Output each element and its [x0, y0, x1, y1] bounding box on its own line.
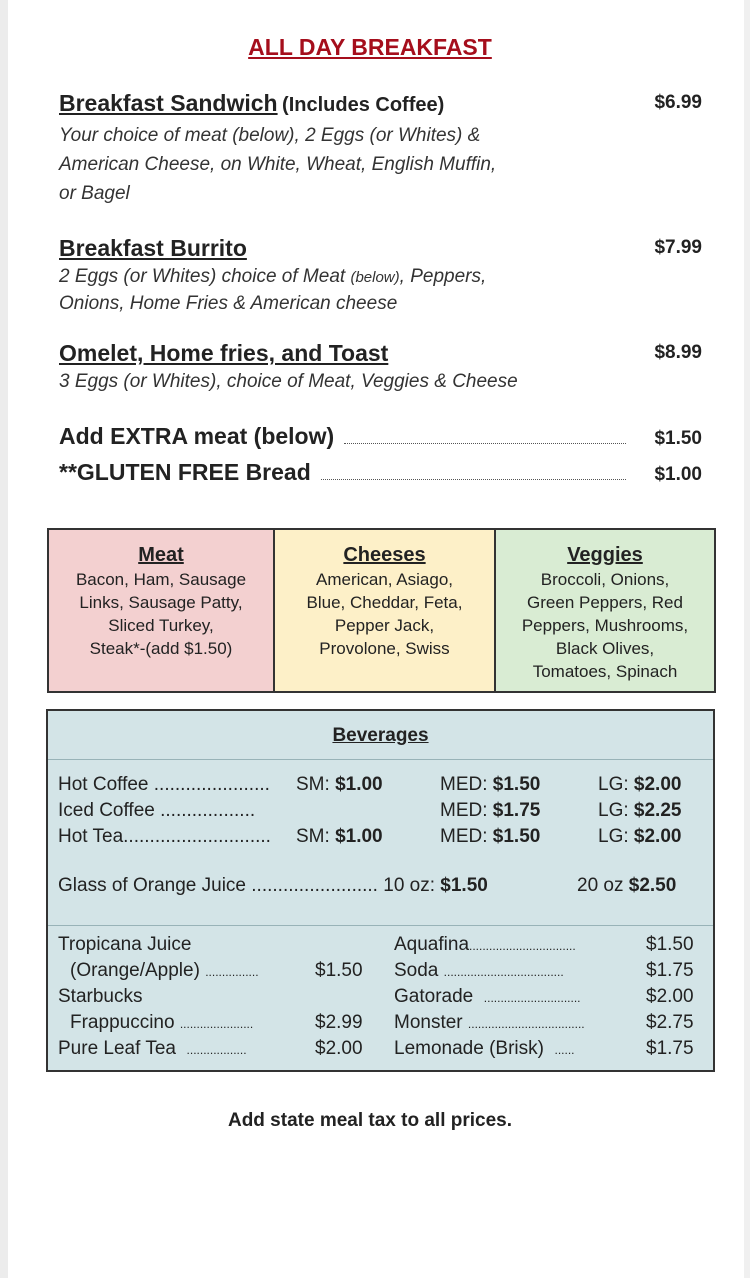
beverage-name: Hot Tea	[58, 826, 124, 847]
size-label: MED:	[440, 800, 493, 821]
size-label: SM:	[296, 774, 336, 795]
beverage-variant: (Orange/Apple)	[70, 960, 200, 981]
addon-label: Add EXTRA meat (below)	[59, 423, 335, 449]
beverage-name: Glass of Orange Juice	[58, 875, 252, 896]
column-title: Veggies	[567, 544, 643, 566]
item-price: $7.99	[654, 237, 702, 258]
addon-label: **GLUTEN FREE Bread	[59, 459, 311, 485]
column-line: Links, Sausage Patty,	[79, 593, 243, 612]
beverage-row	[394, 986, 580, 1008]
medium-price: $1.50	[492, 774, 541, 795]
column-line: Green Peppers, Red	[527, 593, 683, 612]
beverage-subname	[70, 960, 259, 982]
veggies-column	[494, 530, 714, 691]
dotted-leader: ............................	[123, 826, 271, 847]
dotted-leader: .............................	[483, 991, 581, 1005]
item-price: $8.99	[654, 342, 702, 363]
beverage-row	[394, 934, 576, 956]
column-line: Black Olives,	[555, 639, 655, 658]
beverage-variant: Frappuccino	[70, 1012, 175, 1033]
dotted-leader: ......................	[179, 1017, 254, 1031]
beverage-name: Starbucks	[58, 986, 143, 1007]
dotted-leader	[321, 463, 627, 480]
addon-extra-meat	[59, 423, 702, 450]
desc-line: American Cheese, on White, Wheat, English Muffin,	[59, 154, 497, 175]
divider	[48, 759, 713, 760]
column-title: Cheeses	[343, 544, 426, 566]
column-line: Bacon, Ham, Sausage	[75, 570, 247, 589]
beverage-price: $2.00	[646, 986, 694, 1007]
item-name: Breakfast Burrito	[59, 235, 247, 261]
beverage-row	[394, 960, 564, 982]
dotted-leader: ..................	[186, 1043, 247, 1057]
size-label: 10 oz:	[377, 875, 441, 896]
desc-line: Onions, Home Fries & American cheese	[59, 293, 398, 314]
beverage-price: $2.75	[646, 1012, 694, 1033]
divider	[48, 925, 713, 926]
desc-text: 2 Eggs (or Whites) choice of Meat	[59, 266, 351, 287]
small-price: $1.50	[440, 875, 488, 896]
column-line: Steak*-(add $1.50)	[89, 639, 233, 658]
column-line: Pepper Jack,	[334, 616, 435, 635]
beverage-row	[58, 1038, 247, 1060]
column-title: Meat	[138, 544, 184, 566]
large-price: $2.50	[628, 875, 677, 896]
column-line: Sliced Turkey,	[108, 616, 214, 635]
beverage-row	[394, 1012, 585, 1034]
desc-text: , Peppers,	[399, 266, 487, 287]
column-line: Blue, Cheddar, Feta,	[306, 593, 463, 612]
size-label: LG:	[598, 774, 634, 795]
beverage-price: $1.50	[646, 934, 694, 955]
menu-title: ALL DAY BREAKFAST	[248, 34, 492, 60]
beverage-price: $2.00	[315, 1038, 363, 1059]
large-price: $2.25	[633, 800, 682, 821]
beverage-name: Hot Coffee	[58, 774, 154, 795]
dotted-leader: ...................................	[467, 1017, 585, 1031]
desc-line: or Bagel	[59, 183, 130, 204]
column-line: Provolone, Swiss	[319, 639, 450, 658]
item-name: Breakfast Sandwich	[59, 90, 278, 116]
page-right-edge	[744, 0, 750, 1278]
beverage-price: $1.50	[315, 960, 363, 981]
dotted-leader	[344, 427, 626, 444]
column-line: Tomatoes, Spinach	[532, 662, 678, 681]
beverage-name: Monster	[394, 1012, 463, 1033]
desc-small-text: (below)	[350, 269, 400, 286]
page-left-edge	[0, 0, 8, 1278]
addon-gluten-free	[59, 459, 702, 486]
column-line: American, Asiago,	[315, 570, 453, 589]
beverage-row-orange-juice	[58, 875, 488, 897]
item-name-extra: (Includes Coffee)	[282, 94, 445, 116]
size-label: LG:	[598, 800, 634, 821]
beverage-name: Soda	[394, 960, 439, 981]
medium-price: $1.75	[492, 800, 541, 821]
tax-note: Add state meal tax to all prices.	[227, 1110, 513, 1131]
large-price: $2.00	[633, 774, 682, 795]
beverages-panel	[46, 709, 715, 1072]
column-line: Broccoli, Onions,	[540, 570, 670, 589]
size-label: MED:	[440, 826, 493, 847]
beverage-name: Gatorade	[394, 986, 474, 1007]
menu-item-breakfast-sandwich	[59, 90, 709, 208]
menu-item-breakfast-burrito	[59, 235, 709, 317]
item-price: $6.99	[654, 92, 702, 113]
size-label: 20 oz	[577, 875, 629, 896]
addon-price: $1.00	[654, 464, 702, 485]
dotted-leader: ....................................	[443, 965, 564, 979]
dotted-leader: ........................	[251, 875, 378, 896]
beverage-name: Iced Coffee	[58, 800, 161, 821]
beverage-price: $1.75	[646, 960, 694, 981]
beverage-subname	[70, 1012, 253, 1034]
beverage-price: $2.99	[315, 1012, 363, 1033]
beverage-name: Lemonade (Brisk)	[394, 1038, 544, 1059]
beverage-price: $1.75	[646, 1038, 694, 1059]
large-price: $2.00	[633, 826, 682, 847]
item-description	[59, 121, 599, 208]
options-table	[47, 528, 716, 693]
size-label: SM:	[296, 826, 336, 847]
size-label: MED:	[440, 774, 493, 795]
dotted-leader: ..................	[160, 800, 256, 821]
dotted-leader: ......	[554, 1043, 575, 1057]
cheeses-column	[273, 530, 494, 691]
dotted-leader: ................	[205, 965, 259, 979]
menu-item-omelet	[59, 340, 709, 395]
beverage-name: Tropicana Juice	[58, 934, 192, 955]
medium-price: $1.50	[492, 826, 541, 847]
size-label: LG:	[598, 826, 634, 847]
beverage-row	[394, 1038, 575, 1060]
column-line: Peppers, Mushrooms,	[521, 616, 689, 635]
desc-line: Your choice of meat (below), 2 Eggs (or Whites) &	[59, 125, 481, 146]
addon-price: $1.50	[654, 428, 702, 449]
small-price: $1.00	[335, 774, 383, 795]
item-description	[59, 264, 599, 317]
beverage-name: Aquafina	[394, 934, 470, 955]
beverage-name: Pure Leaf Tea	[58, 1038, 176, 1059]
item-description: 3 Eggs (or Whites), choice of Meat, Veggies & Cheese	[59, 371, 518, 392]
item-name: Omelet, Home fries, and Toast	[59, 340, 389, 366]
meat-column	[49, 530, 273, 691]
dotted-leader: ......................	[153, 774, 270, 795]
beverages-title: Beverages	[332, 725, 429, 746]
beverage-oj-large	[577, 875, 676, 897]
small-price: $1.00	[335, 826, 383, 847]
dotted-leader: ................................	[469, 939, 576, 953]
